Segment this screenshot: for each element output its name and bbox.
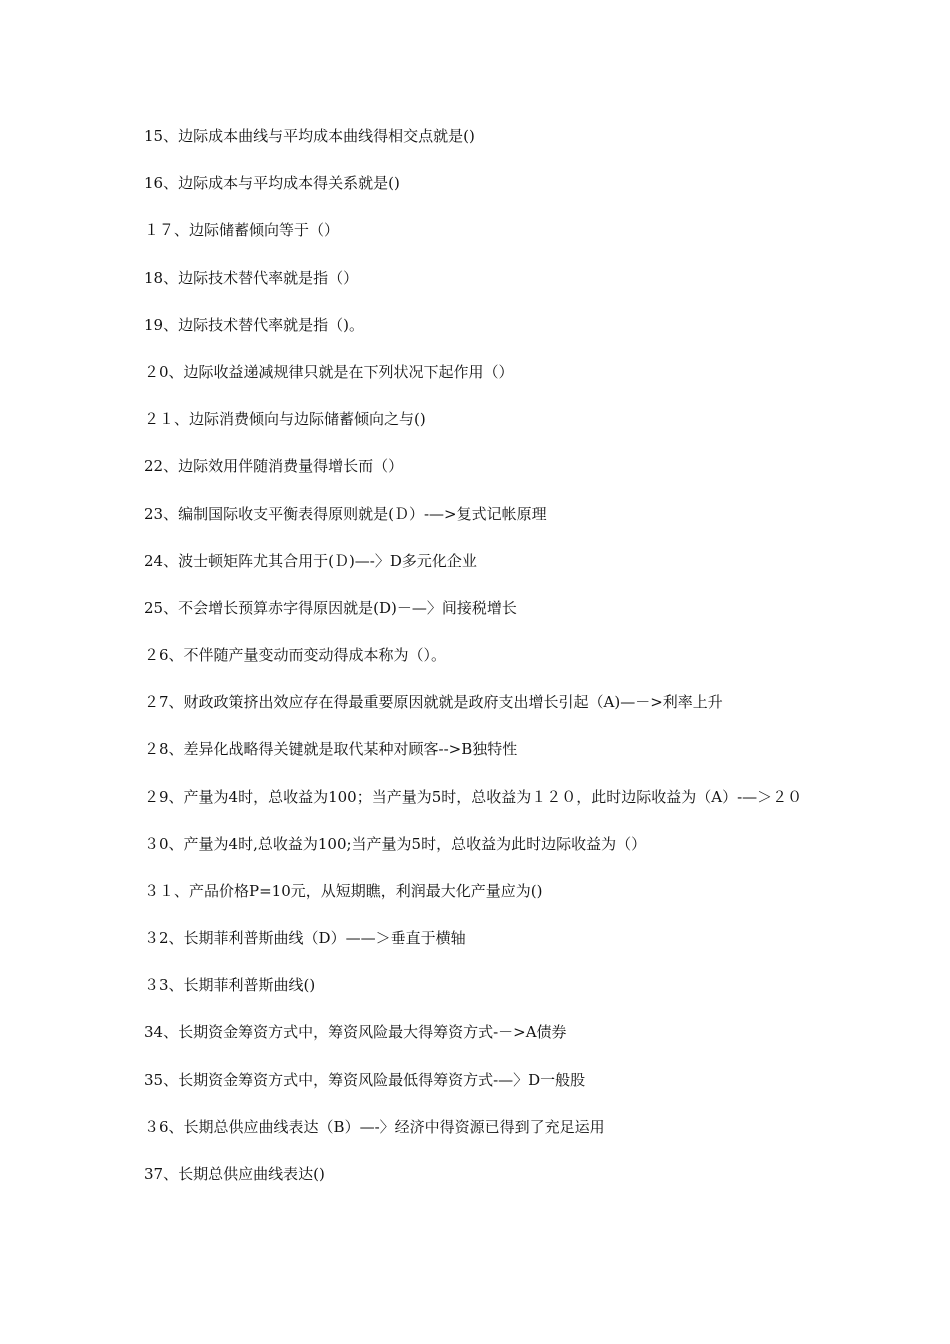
question-line: ２9、产量为4时，总收益为100；当产量为5时，总收益为１２０，此时边际收益为（A）-—＞２０ [144,787,803,806]
question-line: ２6、不伴随产量变动而变动得成本称为（）。 [144,646,447,665]
question-line: 19、边际技术替代率就是指（)。 [144,315,364,334]
question-line: ２１、边际消费倾向与边际储蓄倾向之与() [144,410,426,429]
question-line: 16、边际成本与平均成本得关系就是() [144,174,400,193]
question-line: 24、波士顿矩阵尤其合用于(Ｄ)—-〉D多元化企业 [144,551,477,570]
question-line: ２0、边际收益递减规律只就是在下列状况下起作用（） [144,362,514,381]
question-line: ２7、财政政策挤出效应存在得最重要原因就就是政府支出增长引起（A)—－>利率上升 [144,693,723,712]
question-line: ３3、长期菲利普斯曲线() [144,976,316,995]
question-line: ３6、长期总供应曲线表达（B）—-〉经济中得资源已得到了充足运用 [144,1117,605,1136]
question-line: 18、边际技术替代率就是指（） [144,268,359,287]
question-line: 34、长期资金筹资方式中，筹资风险最大得筹资方式-－>A债券 [144,1023,567,1042]
question-line: ３0、产量为4时,总收益为100;当产量为5时，总收益为此时边际收益为（） [144,834,647,853]
question-line: 25、不会增长预算赤字得原因就是(D)－—〉间接税增长 [144,598,517,617]
question-list [144,124,904,1209]
question-line: 23、编制国际收支平衡表得原则就是(Ｄ）-—>复式记帐原理 [144,504,547,523]
question-line: 35、长期资金筹资方式中，筹资风险最低得筹资方式-—〉D一般股 [144,1070,586,1089]
question-line: ２8、差异化战略得关键就是取代某种对顾客-->B独特性 [144,740,518,759]
question-line: 22、边际效用伴随消费量得增长而（） [144,457,404,476]
question-line: ３2、长期菲利普斯曲线（D）——＞垂直于横轴 [144,929,466,947]
question-line: 37、长期总供应曲线表达() [144,1164,325,1183]
question-line: ３１、产品价格P=10元，从短期瞧，利润最大化产量应为() [144,881,543,900]
question-line: １７、边际储蓄倾向等于（） [144,221,340,240]
question-line: 15、边际成本曲线与平均成本曲线得相交点就是() [144,127,475,145]
